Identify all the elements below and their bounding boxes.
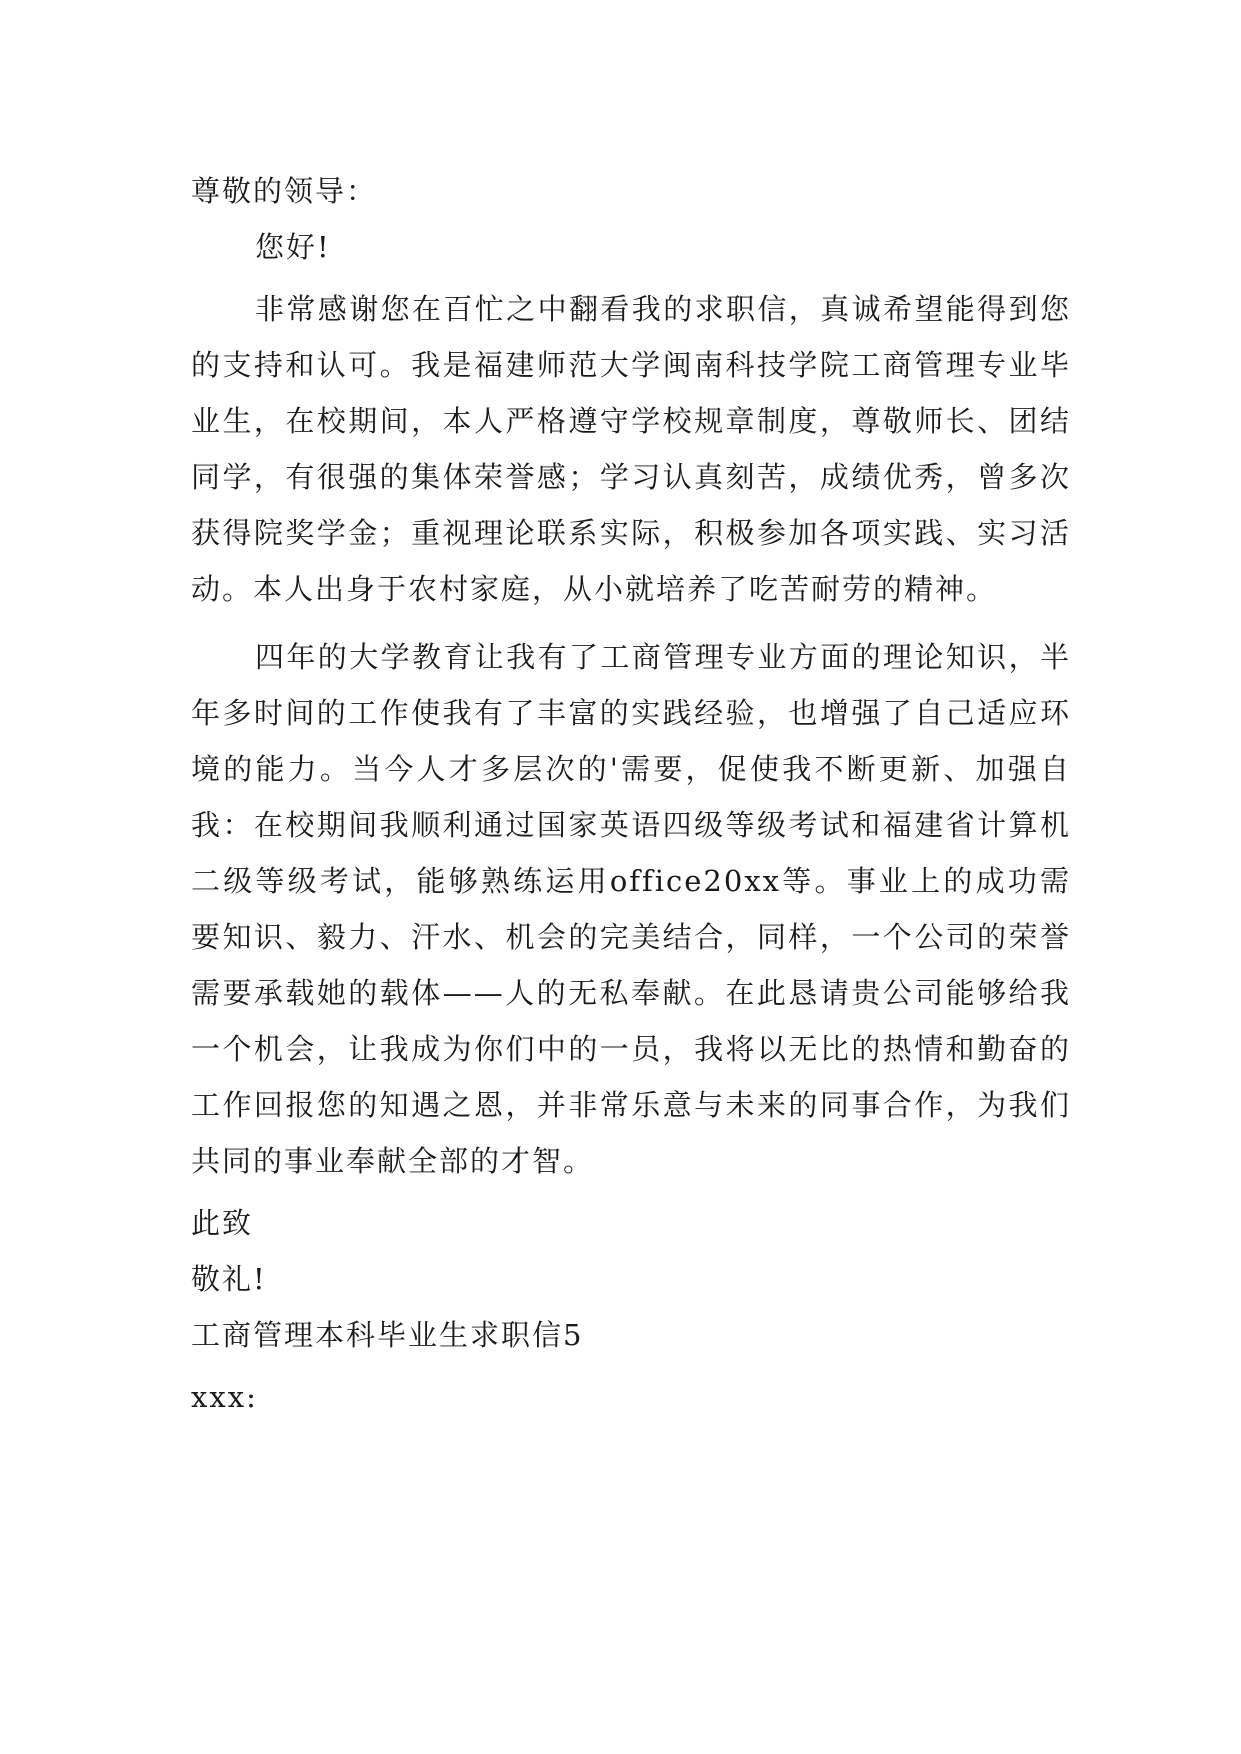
greeting: 您好! (255, 230, 331, 264)
body-paragraph-1: 非常感谢您在百忙之中翻看我的求职信，真诚希望能得到您的支持和认可。我是福建师范大学闽南科技学院工商管理专业毕业生，在校期间，本人严格遵守学校规章制度，尊敬师长、团结同学，有很强的集体荣誉感；学习认真刻苦，成绩优秀，曾多次获得院奖学金；重视理论联系实际，积极参加各项实践、实习活动。本人出身于农村家庭，从小就培养了吃苦耐劳的精神。 (191, 292, 1071, 606)
next-letter-salutation: xxx: (191, 1380, 258, 1414)
salutation: 尊敬的领导： (191, 174, 378, 208)
closing-line-1: 此致 (191, 1206, 254, 1240)
closing-line-2: 敬礼! (191, 1262, 267, 1296)
cover-letter (191, 163, 1071, 1425)
body-paragraph-2: 四年的大学教育让我有了工商管理专业方面的理论知识，半年多时间的工作使我有了丰富的实践经验，也增强了自己适应环境的能力。当今人才多层次的'需要，促使我不断更新、加强自我：在校期间我顺利通过国家英语四级等级考试和福建省计算机二级等级考试，能够熟练运用office20xx等。事业上的成功需要知识、毅力、汗水、机会的完美结合，同样，一个公司的荣誉需要承载她的载体——人的无私奉献。在此恳请贵公司能够给我一个机会，让我成为你们中的一员，我将以无比的热情和勤奋的工作回报您的知遇之恩，并非常乐意与未来的同事合作，为我们共同的事业奉献全部的才智。 (191, 640, 1071, 1178)
next-letter-title: 工商管理本科毕业生求职信5 (191, 1318, 584, 1352)
